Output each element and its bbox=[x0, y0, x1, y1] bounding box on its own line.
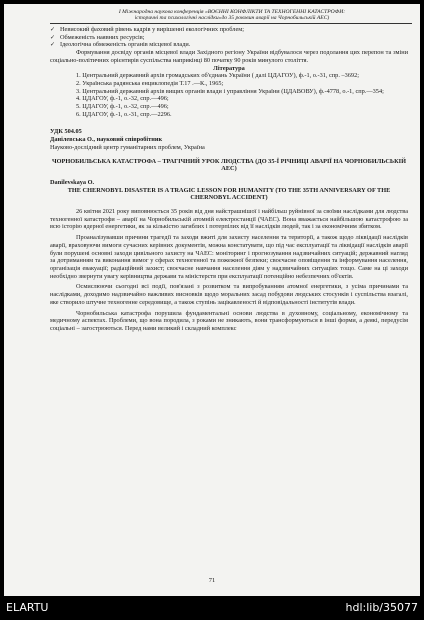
conclusion-paragraph: Формування досвіду органів місцевої влади Західного регіону України відбувалося через подолання цих перепон та зміни соціально-політичних орієнтирів суспільства наприкінці 80 початку 90 років минулого століття. bbox=[50, 49, 408, 64]
bullet-item bbox=[50, 26, 408, 34]
bullet-text: Обмеженість наявних ресурсів; bbox=[60, 33, 145, 41]
body-paragraph: 26 квітня 2021 року виповнюється 35 років від дня найстрашнішої і найбільш руйнівної за своїми наслідками для людства техногенної катастрофи – аварії на Чорнобильській атомній електростанції (ЧАЕС). Вона вважається найбільшою катастрофою за всю історію ядерної енергетики, як за кількістю загиблих і потерпілих від її наслідків людей, так і за економічним збитком. bbox=[50, 208, 408, 231]
udk-code: УДК 504.05 bbox=[50, 128, 82, 136]
header-line-1: І Міжнародна наукова конференція «ВОЄННІ КОНФЛІКТИ ТА ТЕХНОГЕННІ КАТАСТРОФИ: bbox=[118, 9, 346, 15]
reference-item: 5. ЦДАГОУ, ф.-1, о.-32, спр.—496; bbox=[76, 103, 169, 111]
header-rule bbox=[50, 23, 412, 24]
reference-item: 2. Українська радянська енциклопедія Т.17 .—К., 1965; bbox=[76, 79, 224, 87]
document-page bbox=[4, 4, 420, 596]
author-line: Данілевська О., науковий співробітник bbox=[50, 136, 163, 144]
header-line-2: історичні та психологічні наслідки»до 35 роковин аварії на Чорнобильській АЕС) bbox=[134, 15, 330, 22]
body-paragraph: Осмислюючи сьогодні всі події, пов'язані з розвитком та випробуванням атомної енергетики, з усіма причинами та наслідками, доходимо надзвичайно важливих висновків щодо моральних засад побудови людських стосунків і суспільства взагалі, яке створило штучне техногенне середовище, а також ступінь зацікавленості й відповідальності інститутів влади. bbox=[50, 283, 408, 306]
running-header bbox=[52, 9, 412, 22]
reference-item: 6. ЦДАГОУ, ф.-1, о.-31, спр.—2296. bbox=[76, 110, 172, 118]
checkmark-icon: ✓ bbox=[50, 33, 56, 41]
bullet-text: Невисокий фаховий рівень кадрів у вирішенні екологічних проблем; bbox=[60, 26, 244, 33]
bullet-item bbox=[50, 34, 408, 42]
handle-id: hdl:lib/35077 bbox=[345, 601, 418, 614]
article-title-en: THE CHERNOBYL DISASTER IS A TRAGIC LESSON FOR HUMANITY (TO THE 35TH ANNIVERSARY OF THE CHERNOBYL ACCIDENT) bbox=[67, 186, 391, 202]
reference-item: 1. Центральний державний архів громадських об'єднань України ( далі ЦДАГОУ), ф.-1, о.-31, спр. –3692; bbox=[76, 72, 359, 80]
checkmark-icon: ✓ bbox=[50, 26, 56, 33]
body-paragraph: Проаналізувавши причини трагедії та заходи вжиті для захисту населення та території, а також щодо ліквідації наслідків аварії, враховуючи вимоги сучасних керівних документів, можна констатувати, що під час експлуатації та ліквідації наслідків аварії були порушені основні заходи цивільного захисту на ЧАЕС: моніторинг і прогнозування надзвичайних ситуацій; державний нагляд за дотриманням та виконання вимог у сферах техногенної та пожежної безпеки; своєчасне оповіщення та інформування населення, організація евакуації; радіаційний захист; своєчасне навчання населення діям у надзвичайних ситуаціях тощо. Саме на ці заходи необхідно звернути увагу керівництва держави та міністерств при експлуатації потенційно небезпечних об'єктів. bbox=[50, 234, 408, 280]
page-number: 71 bbox=[208, 577, 216, 584]
page-content bbox=[50, 26, 408, 333]
reference-item: 3. Центральний державний архів вищих органів влади і управління України (ЦДАВОВУ), ф.-4778, о.-1, спр.—354; bbox=[76, 87, 384, 95]
author-en: Danilevskaya O. bbox=[50, 178, 95, 186]
references-title: Література bbox=[213, 64, 245, 72]
bullet-text: Ідеологічна обмеженість органів місцевої влади. bbox=[60, 41, 191, 49]
checkmark-icon: ✓ bbox=[50, 41, 56, 49]
body-paragraph: Чорнобильська катастрофа порушила фундаментальні основи людства в духовному, соціальному, економічному та медичному аспектах. Проблеми, що вона породила, з роками не зникають, вони трансформуються в інші форми, а деякі, передусім соціальні – загострюються. Перед нами великий і складний комплекс bbox=[50, 309, 408, 332]
author-institution: Науково-дослідний центр гуманітарних проблем, Україна bbox=[50, 143, 205, 151]
repository-name: ELARTU bbox=[6, 601, 49, 614]
references bbox=[50, 65, 408, 119]
reference-item: 4. ЦДАГОУ, ф.-1, о.-32, спр.—496; bbox=[76, 95, 169, 103]
repository-footer bbox=[0, 596, 424, 620]
article-title-ua: ЧОРНОБИЛЬСЬКА КАТАСТРОФА – ТРАГІЧНИЙ УРОК ЛЮДСТВА (ДО 35-Ї РІЧНИЦІ АВАРІЇ НА ЧОРНОБИЛЬСЬКІЙ АЕС) bbox=[51, 157, 407, 173]
bullet-item bbox=[50, 41, 408, 49]
